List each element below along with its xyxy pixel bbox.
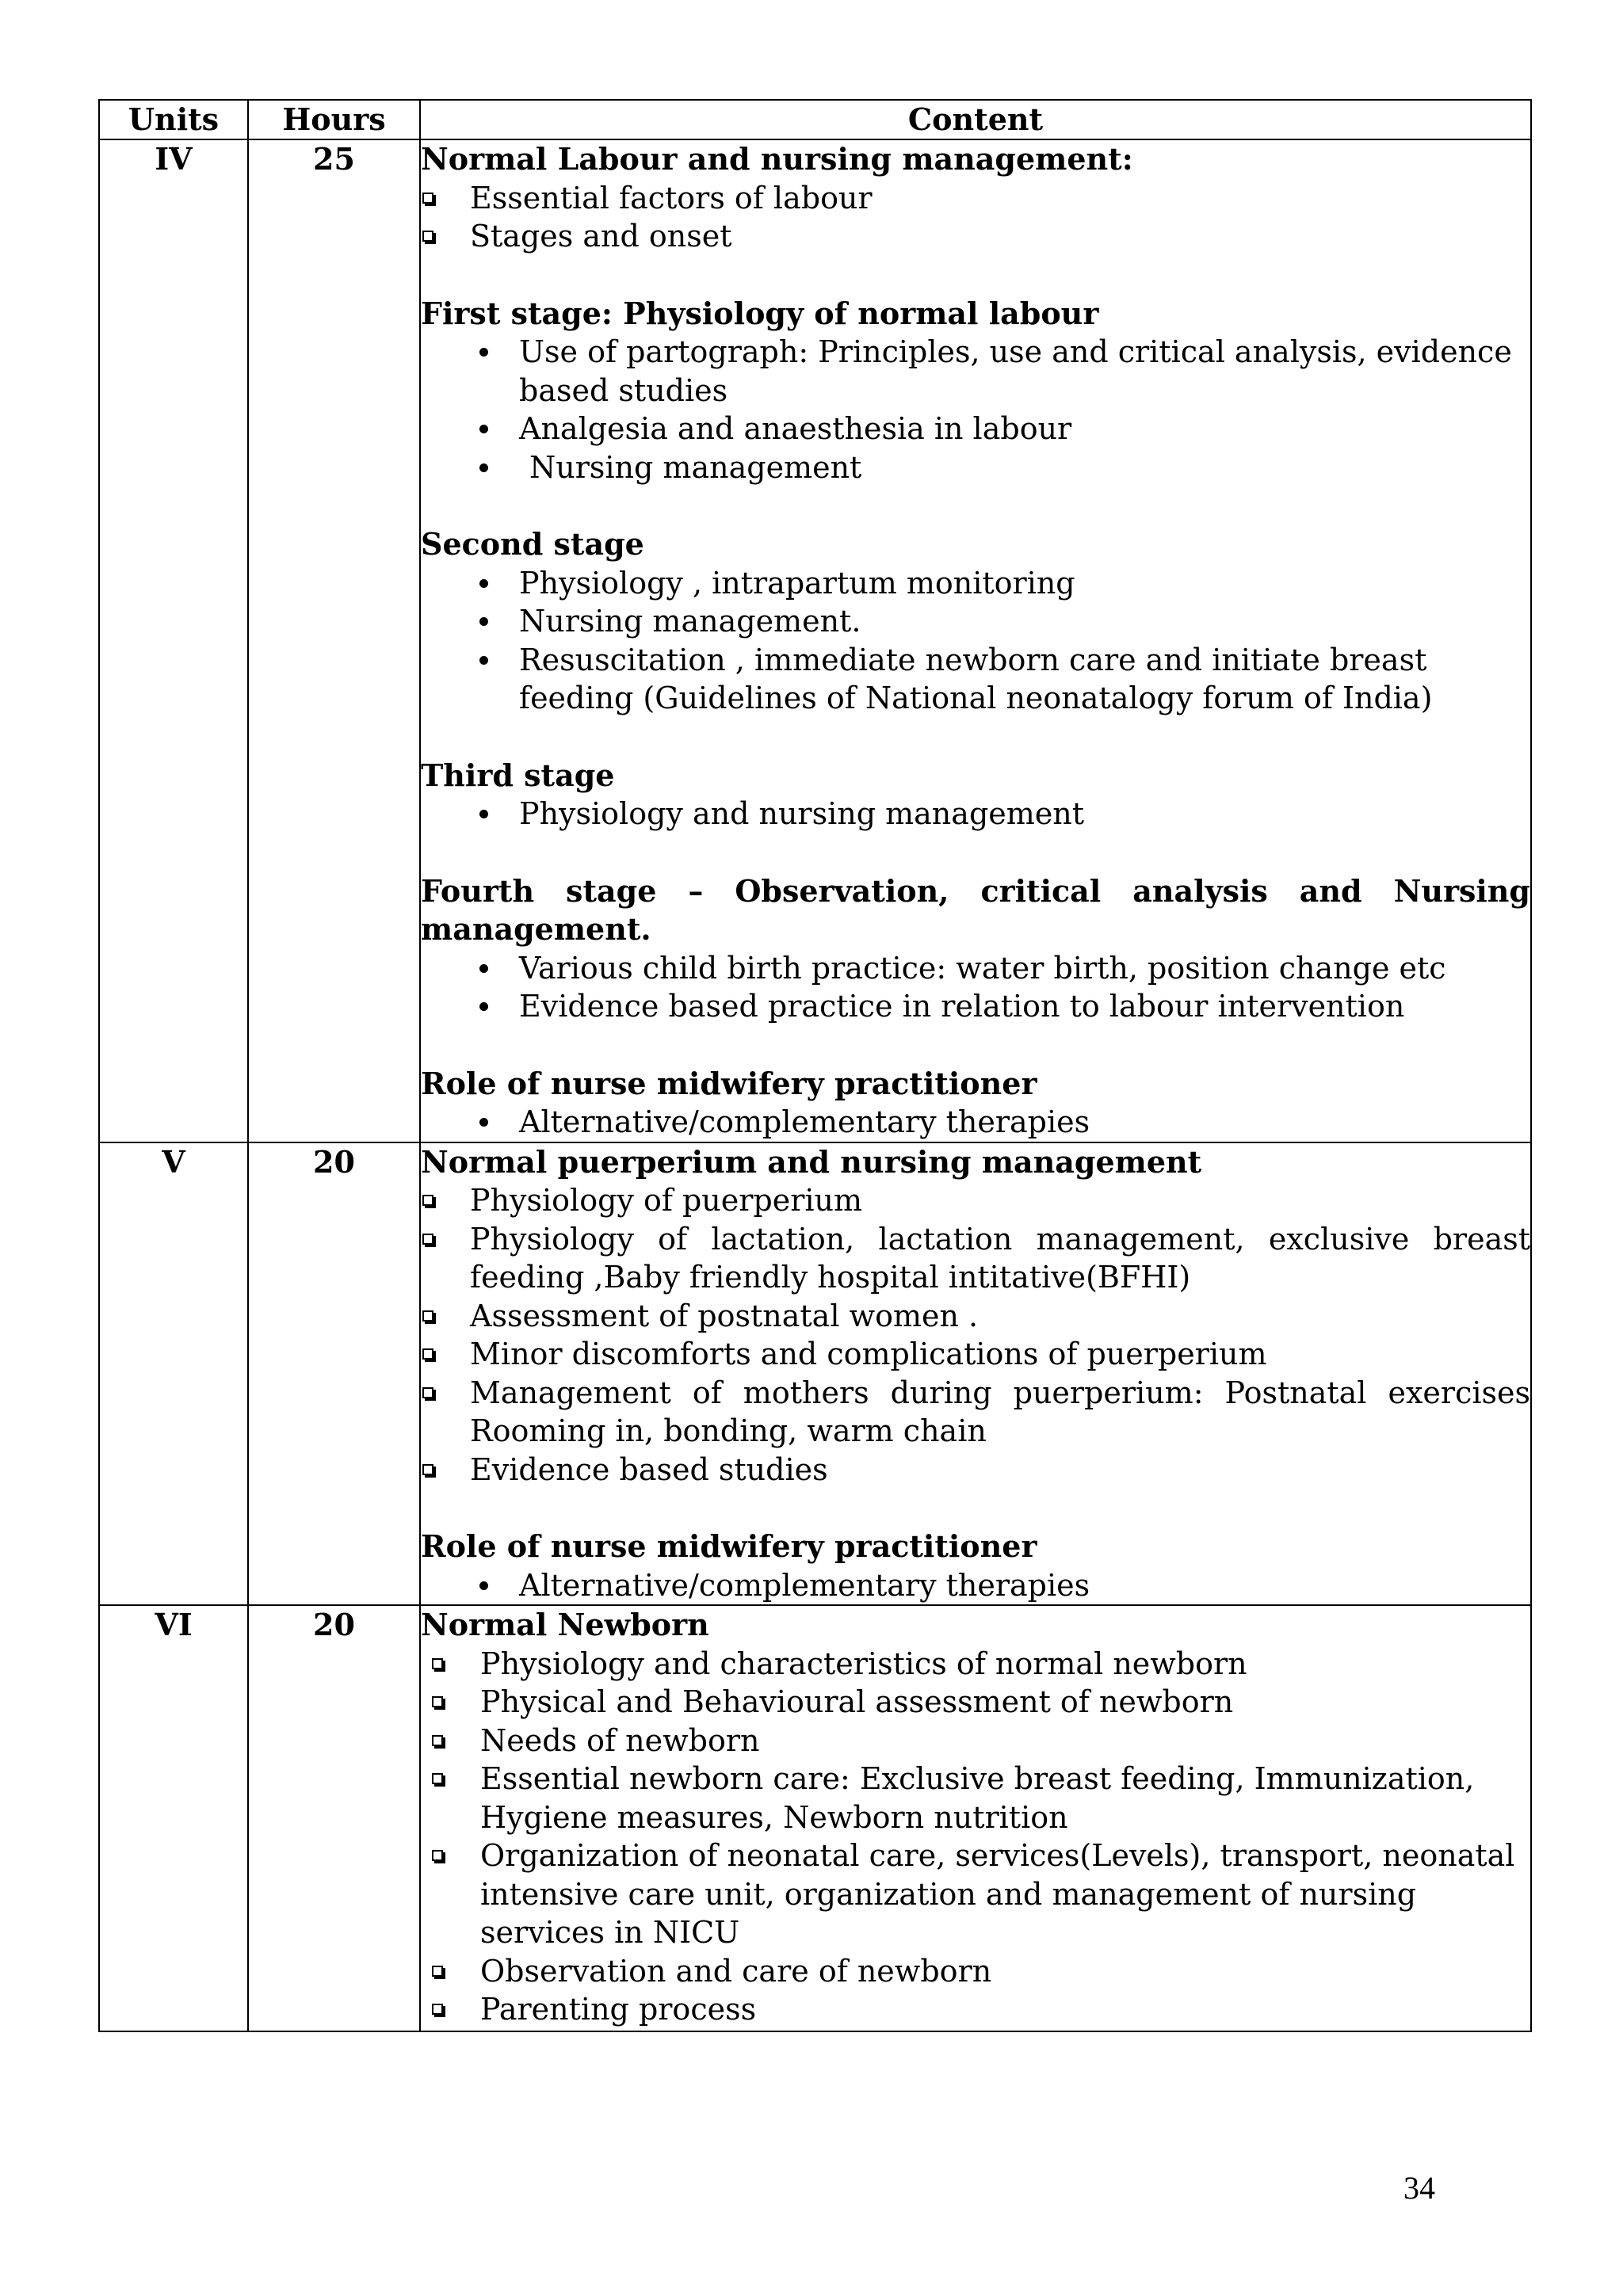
checkbox-bullet-icon [422, 231, 433, 242]
list-item: Organization of neonatal care, services(Levels), transport, neonatal intensive care unit, organization and management of nursing services in NICU [421, 1836, 1530, 1952]
list-item: Various child birth practice: water birth, position change etc [421, 949, 1530, 988]
hours-cell: 25 [248, 139, 420, 1142]
section-heading: Role of nurse midwifery practitioner [421, 1528, 1037, 1564]
bullet-icon [479, 617, 488, 626]
bullet-icon [479, 463, 488, 472]
unit-cell: IV [99, 139, 248, 1142]
list-item: Alternative/complementary therapies [421, 1566, 1530, 1605]
checkbox-bullet-icon [422, 193, 433, 204]
checkbox-bullet-icon [432, 2004, 443, 2015]
table-header-row [99, 100, 1531, 139]
bullet-icon [479, 656, 488, 665]
checkbox-bullet-icon [432, 1850, 443, 1861]
checkbox-bullet-icon [422, 1387, 433, 1398]
section-heading: Role of nurse midwifery practitioner [421, 1065, 1037, 1101]
list-item: Parenting process [421, 1990, 1530, 2029]
list-item: Resuscitation , immediate newborn care and initiate breast feeding (Guidelines of National neonatalogy forum of India) [421, 641, 1530, 718]
list-item: Physiology of lactation, lactation management, exclusive breast feeding ,Baby friendly hospital intitative(BFHI) [421, 1220, 1530, 1297]
table-row [99, 1605, 1531, 2031]
checkbox-bullet-icon [422, 1464, 433, 1475]
checkbox-bullet-icon [422, 1348, 433, 1360]
list-item: Physiology and characteristics of normal newborn [421, 1645, 1530, 1684]
list-item: Essential factors of labour [421, 179, 1530, 218]
page-number: 34 [1403, 2170, 1435, 2206]
bullet-icon [479, 348, 488, 357]
list-item: Observation and care of newborn [421, 1952, 1530, 1991]
checkbox-bullet-icon [422, 1234, 433, 1245]
list-item: Assessment of postnatal women . [421, 1297, 1530, 1336]
list-item: Nursing management [421, 448, 1530, 487]
checkbox-bullet-icon [432, 1658, 443, 1669]
list-item: Essential newborn care: Exclusive breast feeding, Immunization, Hygiene measures, Newborn nutrition [421, 1760, 1530, 1836]
bullet-icon [479, 810, 488, 818]
unit-title: Normal puerperium and nursing management [421, 1143, 1202, 1180]
checkbox-bullet-icon [432, 1966, 443, 1977]
list-item: Needs of newborn [421, 1722, 1530, 1760]
list-item: Physiology and nursing management [421, 795, 1530, 833]
list-item: Minor discomforts and complications of puerperium [421, 1335, 1530, 1374]
syllabus-table [98, 99, 1532, 2032]
table-row [99, 139, 1531, 1142]
list-item: Physiology , intrapartum monitoring [421, 564, 1530, 603]
checkbox-bullet-icon [432, 1696, 443, 1707]
table-row [99, 1142, 1531, 1606]
checkbox-bullet-icon [422, 1195, 433, 1206]
list-item: Analgesia and anaesthesia in labour [421, 410, 1530, 448]
unit-title: Normal Labour and nursing management: [421, 141, 1133, 177]
header-hours: Hours [248, 100, 420, 139]
unit-cell: V [99, 1142, 248, 1606]
list-item: Management of mothers during puerperium: Postnatal exercises Rooming in, bonding, warm chain [421, 1374, 1530, 1451]
bullet-icon [479, 579, 488, 588]
content-cell [420, 1142, 1531, 1606]
section-heading: Third stage [421, 757, 615, 793]
list-item: Physical and Behavioural assessment of newborn [421, 1683, 1530, 1722]
bullet-icon [479, 425, 488, 433]
unit-title: Normal Newborn [421, 1607, 709, 1642]
section-heading: Fourth stage – Observation, critical analysis and Nursing management. [421, 872, 1530, 947]
bullet-icon [479, 1118, 488, 1127]
unit-cell: VI [99, 1605, 248, 2031]
checkbox-bullet-icon [422, 1310, 433, 1322]
list-item: Alternative/complementary therapies [421, 1103, 1530, 1142]
hours-cell: 20 [248, 1142, 420, 1606]
header-content: Content [420, 100, 1531, 139]
section-heading: First stage: Physiology of normal labour [421, 295, 1099, 331]
list-item: Nursing management. [421, 602, 1530, 641]
list-item: Physiology of puerperium [421, 1181, 1530, 1220]
bullet-icon [479, 1002, 488, 1011]
content-cell [420, 139, 1531, 1142]
header-units: Units [99, 100, 248, 139]
list-item: Evidence based practice in relation to labour intervention [421, 987, 1530, 1026]
list-item: Evidence based studies [421, 1451, 1530, 1489]
hours-cell: 20 [248, 1605, 420, 2031]
bullet-icon [479, 1581, 488, 1590]
section-heading: Second stage [421, 526, 644, 562]
list-item: Stages and onset [421, 217, 1530, 256]
checkbox-bullet-icon [432, 1735, 443, 1746]
list-item: Use of partograph: Principles, use and critical analysis, evidence based studies [421, 333, 1530, 410]
content-cell [420, 1605, 1531, 2031]
checkbox-bullet-icon [432, 1773, 443, 1784]
bullet-icon [479, 964, 488, 973]
